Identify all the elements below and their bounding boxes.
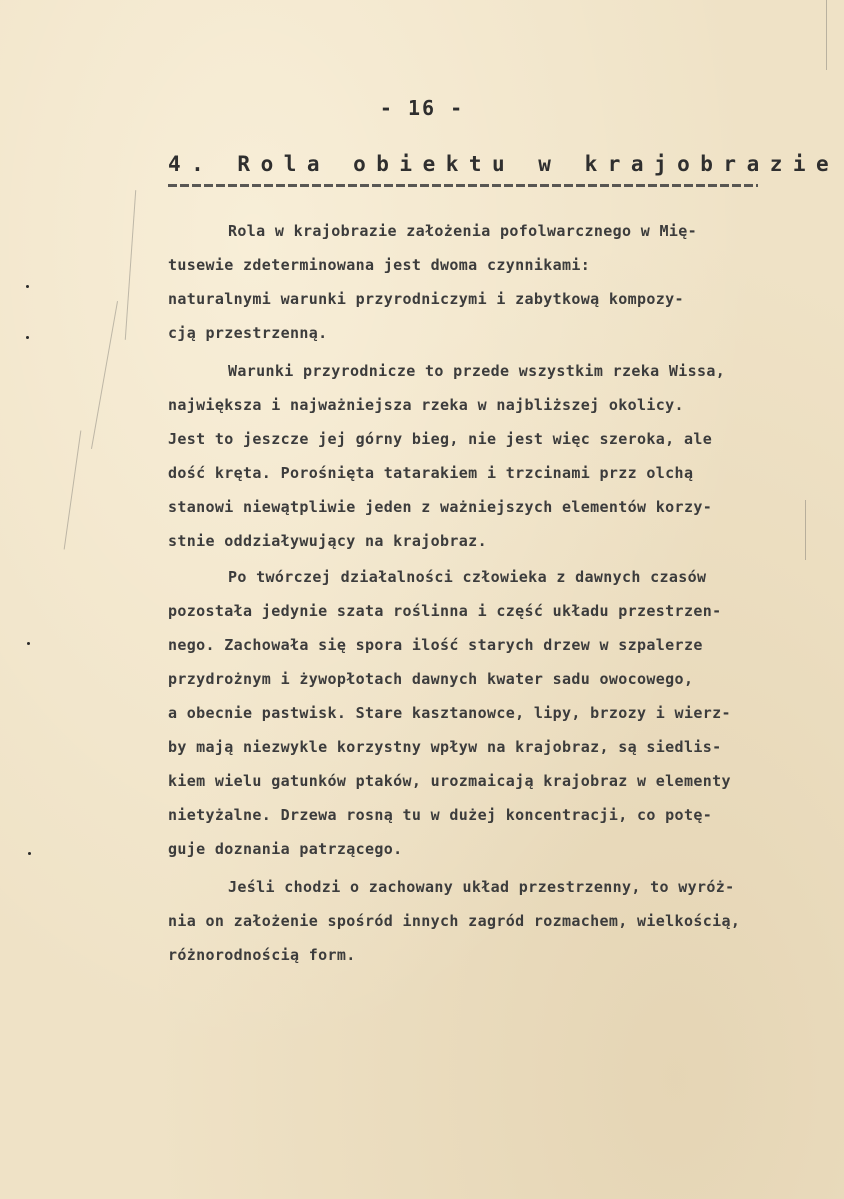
text-line: Rola w krajobrazie założenia pofolwarcznego w Mię- — [228, 222, 698, 240]
text-line: Jeśli chodzi o zachowany układ przestrzenny, to wyróż- — [228, 878, 735, 896]
text-line: nego. Zachowała się spora ilość starych drzew w szpalerze — [168, 636, 703, 654]
heading-underline — [168, 184, 758, 187]
margin-pencil-mark — [826, 0, 827, 70]
text-line: kiem wielu gatunków ptaków, urozmaicają krajobraz w elementy — [168, 772, 731, 790]
text-line: by mają niezwykle korzystny wpływ na krajobraz, są siedlis- — [168, 738, 722, 756]
margin-pencil-mark — [805, 500, 806, 560]
text-line: nia on założenie spośród innych zagród rozmachem, wielkością, — [168, 912, 741, 930]
page-number: - 16 - — [379, 96, 465, 120]
text-line: Po twórczej działalności człowieka z dawnych czasów — [228, 568, 707, 586]
text-line: Jest to jeszcze jej górny bieg, nie jest więc szeroka, ale — [168, 430, 713, 448]
text-line: tusewie zdeterminowana jest dwoma czynnikami: — [168, 256, 591, 274]
section-heading: 4. Rola obiektu w krajobrazie — [168, 152, 840, 176]
text-line: a obecnie pastwisk. Stare kasztanowce, lipy, brzozy i wierz- — [168, 704, 731, 722]
text-line: guje doznania patrzącego. — [168, 840, 403, 858]
text-line: przydrożnym i żywopłotach dawnych kwater sadu owocowego, — [168, 670, 694, 688]
text-line: dość kręta. Porośnięta tatarakiem i trzcinami przz olchą — [168, 464, 694, 482]
margin-pencil-mark — [64, 431, 82, 550]
margin-pencil-mark — [91, 301, 118, 449]
text-line: różnorodnością form. — [168, 946, 356, 964]
text-line: największa i najważniejsza rzeka w najbliższej okolicy. — [168, 396, 684, 414]
text-line: cją przestrzenną. — [168, 324, 328, 342]
text-line: stanowi niewątpliwie jeden z ważniejszych elementów korzy- — [168, 498, 713, 516]
text-line: pozostała jedynie szata roślinna i część układu przestrzen- — [168, 602, 722, 620]
margin-dot — [27, 642, 30, 645]
margin-pencil-mark — [125, 190, 136, 340]
text-line: Warunki przyrodnicze to przede wszystkim rzeka Wissa, — [228, 362, 726, 380]
margin-dot — [26, 285, 29, 288]
margin-dot — [28, 852, 31, 855]
text-line: naturalnymi warunki przyrodniczymi i zabytkową kompozy- — [168, 290, 684, 308]
text-line: nietyżalne. Drzewa rosną tu w dużej koncentracji, co potę- — [168, 806, 713, 824]
margin-dot — [26, 336, 29, 339]
text-line: stnie oddziaływujący na krajobraz. — [168, 532, 487, 550]
